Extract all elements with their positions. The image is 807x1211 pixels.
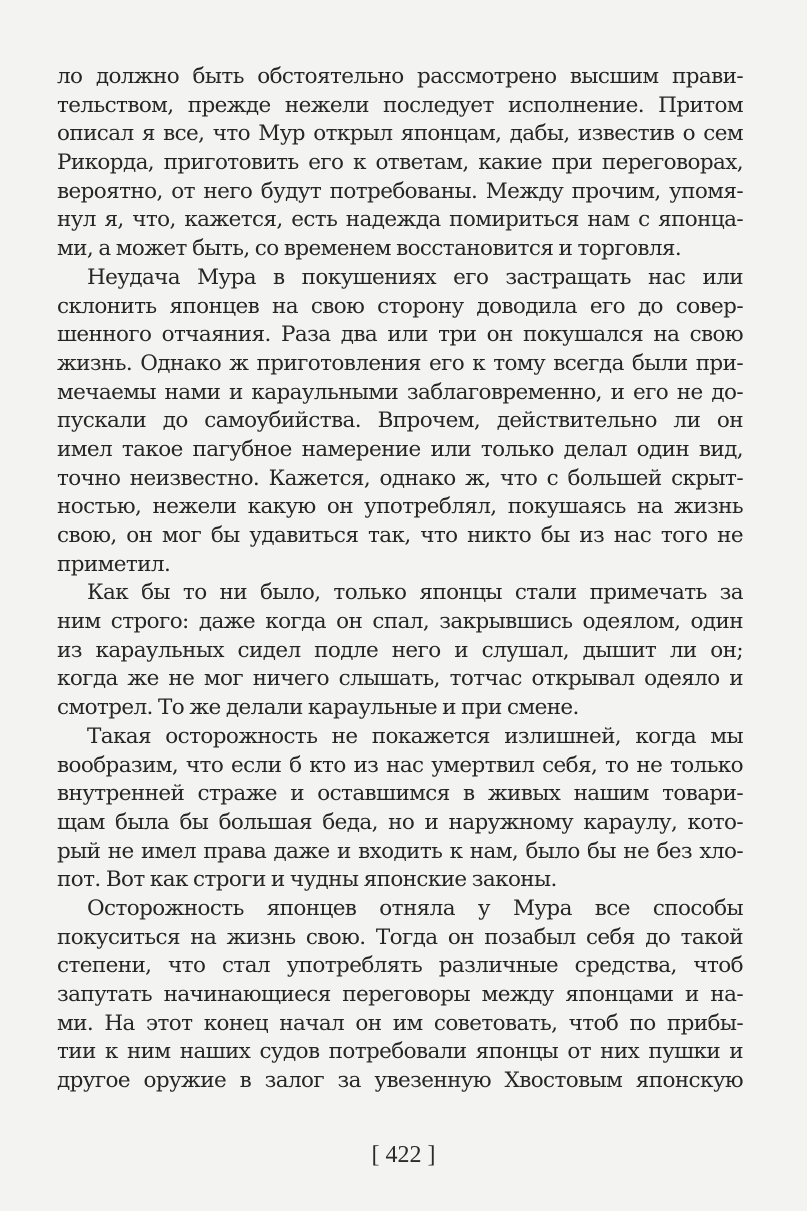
paragraph [57, 895, 743, 1096]
text-line: степени, что стал употреблять различные средства, чтоб [57, 953, 743, 979]
text-line: шенного отчаяния. Раза два или три он покушался на свою [57, 322, 743, 348]
text-line: покуситься на жизнь свою. Тогда он позабыл себя до такой [57, 924, 743, 950]
text-line: щам была бы большая беда, но и наружному караулу, кото- [57, 809, 743, 835]
text-line: когда же не мог ничего слышать, тотчас открывал одеяло и [57, 666, 743, 692]
text-line: Рикорда, приготовить его к ответам, какие при переговорах, [57, 150, 743, 176]
text-line: Неудача Мура в покушениях его застращать нас или [87, 264, 743, 290]
text-line: Такая осторожность не покажется излишней, когда мы [87, 723, 743, 749]
text-line: смотрел. То же делали караульные и при смене. [57, 695, 579, 721]
text-line: ми. На этот конец начал он им советовать, чтоб по прибы- [57, 1010, 743, 1036]
text-line: описал я все, что Мур открыл японцам, дабы, известив о сем [57, 121, 743, 147]
text-line: пускали до самоубийства. Впрочем, действительно ли он [57, 408, 743, 434]
text-line: склонить японцев на свою сторону доводила его до совер- [57, 293, 743, 319]
paragraph [57, 63, 743, 264]
text-line: пот. Вот как строги и чудны японские законы. [57, 867, 557, 893]
page-body [57, 63, 743, 1096]
text-line: рый не имел права даже и входить к нам, было бы не без хло- [57, 838, 743, 864]
paragraph [57, 579, 743, 722]
text-line: имел такое пагубное намерение или только делал один вид, [57, 436, 743, 462]
text-line: ми, а может быть, со временем восстановится и торговля. [57, 236, 682, 262]
text-line: из караульных сидел подле него и слушал, дышит ли он; [57, 637, 743, 663]
text-line: вообразим, что если б кто из нас умертвил себя, то не только [57, 752, 743, 778]
text-line: приметил. [57, 551, 171, 577]
paragraph [57, 723, 743, 895]
text-line: жизнь. Однако ж приготовления его к тому всегда были при- [57, 350, 743, 376]
text-line: ним строго: даже когда он спал, закрывшись одеялом, один [57, 609, 743, 635]
text-line: запутать начинающиеся переговоры между японцами и на- [57, 982, 743, 1007]
text-line: внутренней страже и оставшимся в живых нашим товари- [57, 781, 743, 807]
page-number: [ 422 ] [371, 1142, 436, 1168]
text-line: Осторожность японцев отняла у Мура все способы [87, 895, 743, 921]
text-line: свою, он мог бы удавиться так, что никто бы из нас того не [57, 523, 743, 548]
paragraph [57, 264, 743, 580]
text-line: вероятно, от него будут потребованы. Между прочим, упомя- [57, 178, 743, 204]
text-line: нул я, что, кажется, есть надежда помириться нам с японца- [57, 207, 743, 233]
text-line: точно неизвестно. Кажется, однако ж, что с большей скрыт- [57, 465, 743, 491]
text-line: ностью, нежели какую он употреблял, покушаясь на жизнь [57, 494, 743, 520]
text-line: мечаемы нами и караульными заблаговременно, и его не до- [57, 379, 743, 405]
text-line: другое оружие в залог за увезенную Хвостовым японскую [57, 1068, 743, 1094]
text-line: тии к ним наших судов потребовали японцы от них пушки и [57, 1039, 743, 1065]
text-line: тельством, прежде нежели последует исполнение. Притом [57, 92, 743, 118]
text-line: Как бы то ни было, только японцы стали примечать за [87, 580, 743, 606]
text-line: ло должно быть обстоятельно рассмотрено высшим прави- [57, 64, 743, 89]
